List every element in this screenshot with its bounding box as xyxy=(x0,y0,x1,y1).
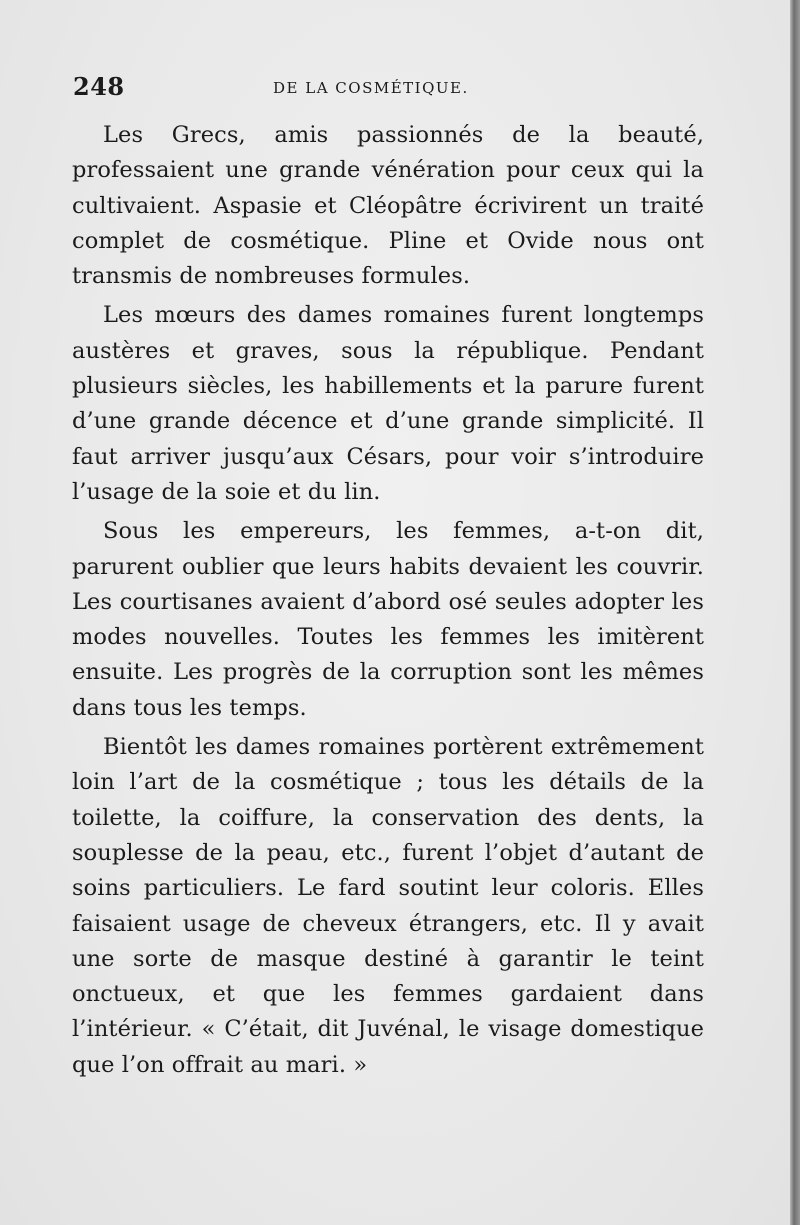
paragraph-4: Bientôt les dames romaines portèrent extrêmement loin l’art de la cosmétique ; tous les détails de la toilette, la coiffure, la conservation des dents, la souplesse de la peau, etc., furent l’objet d’autant de soins particuliers. Le fard soutint leur coloris. Elles faisaient usage de cheveux étrangers, etc. Il y avait une sorte de masque destiné à garantir le teint onctueux, et que les femmes gardaient dans l’intérieur. « C’était, dit Juvénal, le visage domestique que l’on offrait au mari. » xyxy=(72,734,704,1078)
running-title: DE LA COSMÉTIQUE. xyxy=(273,79,469,97)
page-number: 248 xyxy=(73,72,125,101)
paragraph-2: Les mœurs des dames romaines furent longtemps austères et graves, sous la république. Pendant plusieurs siècles, les habillements et la parure furent d’une grande décence et d’une grande simplicité. Il faut arriver jusqu’aux Césars, pour voir s’introduire l’usage de la soie et du lin. xyxy=(72,302,704,505)
page-edge xyxy=(790,0,800,1225)
paragraph-3: Sous les empereurs, les femmes, a-t-on dit, parurent oublier que leurs habits devaient les couvrir. Les courtisanes avaient d’abord osé seules adopter les modes nouvelles. Toutes les femmes les imitèrent ensuite. Les progrès de la corruption sont les mêmes dans tous les temps. xyxy=(72,518,704,721)
body-text xyxy=(72,118,704,1087)
page-header xyxy=(73,72,703,106)
paragraph-1: Les Grecs, amis passionnés de la beauté, professaient une grande vénération pour ceux qui la cultivaient. Aspasie et Cléopâtre écrivirent un traité complet de cosmétique. Pline et Ovide nous ont transmis de nombreuses formules. xyxy=(72,122,704,290)
